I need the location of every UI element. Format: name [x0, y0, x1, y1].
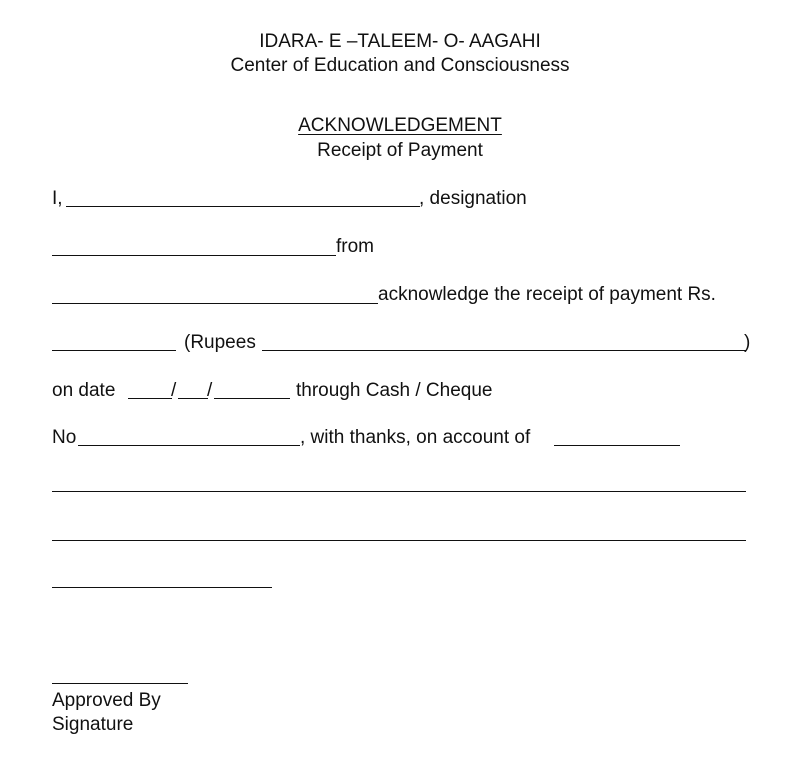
cheque-number-blank[interactable] — [78, 445, 300, 446]
row5-prefix: on date — [52, 380, 116, 401]
row4-label: (Rupees — [184, 332, 256, 353]
signature-label: Signature — [52, 714, 134, 735]
row6-middle: , with thanks, on account of — [300, 427, 531, 448]
signature-line[interactable] — [52, 683, 188, 684]
account-blank[interactable] — [554, 445, 680, 446]
row1-suffix: , designation — [419, 188, 527, 209]
account-detail-line-3[interactable] — [52, 587, 272, 588]
date-year-blank[interactable] — [214, 398, 290, 399]
row6-prefix: No — [52, 427, 77, 448]
row1-prefix: I, — [52, 188, 63, 209]
row5-suffix: through Cash / Cheque — [296, 380, 493, 401]
rupees-words-blank[interactable] — [262, 350, 746, 351]
date-day-blank[interactable] — [128, 398, 172, 399]
amount-blank[interactable] — [52, 350, 176, 351]
row4-closing: ) — [744, 332, 751, 353]
document-subtitle: Receipt of Payment — [317, 140, 483, 161]
org-subtitle: Center of Education and Consciousness — [230, 55, 570, 76]
from-blank[interactable] — [52, 303, 378, 304]
date-separator-2: / — [207, 380, 213, 401]
account-detail-line-1[interactable] — [52, 491, 746, 492]
row3-suffix: acknowledge the receipt of payment Rs. — [378, 284, 716, 305]
document-title: ACKNOWLEDGEMENT — [298, 115, 502, 136]
designation-blank[interactable] — [52, 255, 336, 256]
approved-by-label: Approved By — [52, 690, 161, 711]
org-name: IDARA- E –TALEEM- O- AAGAHI — [259, 31, 541, 52]
name-blank[interactable] — [66, 206, 420, 207]
date-separator-1: / — [171, 380, 177, 401]
row2-suffix: from — [336, 236, 374, 257]
account-detail-line-2[interactable] — [52, 540, 746, 541]
date-month-blank[interactable] — [178, 398, 208, 399]
